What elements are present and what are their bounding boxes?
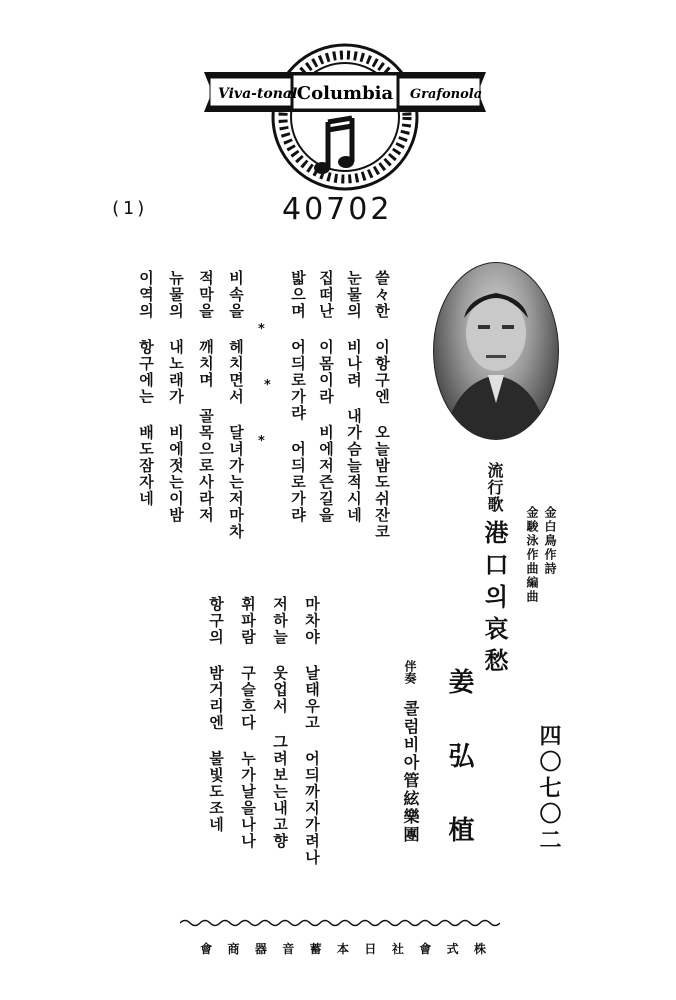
ornamental-divider	[180, 918, 500, 928]
separator-star: *	[258, 434, 265, 449]
stanza1-line3: 집떠난 이몸이라 비에저즌길을	[317, 270, 335, 524]
singer-name: 姜弘植	[444, 668, 474, 890]
stanza3-line4: 항구의 밤거리엔 불빛도조네	[207, 596, 225, 833]
columbia-logo	[200, 42, 490, 192]
lyricist-credit: 金白鳥作詩	[543, 506, 557, 576]
stanza2-line1: 비속을 헤치면서 달녀가는저마차	[227, 270, 245, 540]
stanza2-line2: 적막을 깨치며 골목으로사라저	[197, 270, 215, 524]
song-title: 港口의哀愁	[480, 520, 509, 680]
logo-right-text: Grafonola	[410, 87, 483, 102]
stanza2-line3: 뉴물의 내노래가 비에젓는이밤	[167, 270, 185, 524]
stanza3-line2: 저하늘 웃업서 그려보는내고향	[271, 596, 289, 850]
side-number: (1)	[110, 198, 149, 219]
accompaniment-label: 伴奏	[403, 660, 417, 684]
stanza1-line1: 쓸々한 이항구엔 오늘밤도쉬잔코	[373, 270, 391, 540]
separator-star: *	[258, 322, 265, 337]
stanza3-line3: 휘파람 구슬흐다 누가날을나나	[239, 596, 257, 850]
composer-credit: 金駿泳作曲編曲	[525, 506, 539, 604]
publisher-text: 株 式 會 社 日 本 蓄 音 器 商 會	[200, 942, 490, 956]
accompaniment-credit: 콜럼비아管絃樂團	[401, 700, 420, 844]
stanza3-line1: 마차야 날태우고 어듸까지가려나	[303, 596, 321, 866]
separator-star: *	[264, 378, 271, 393]
logo-left-text: Viva-tonal	[218, 86, 298, 102]
stanza1-line4: 밟으며 어듸로가랴 어듸로가랴	[289, 270, 307, 524]
publisher-line	[200, 940, 490, 957]
catalog-number: 40702	[282, 192, 393, 227]
stanza1-line2: 눈물의 비나려 내가슴늘적시네	[345, 270, 363, 524]
catalog-number-kanji: 四〇七〇二	[536, 724, 562, 854]
genre-label: 流行歌	[485, 462, 504, 513]
singer-portrait	[433, 262, 559, 440]
logo-center-text: Columbia	[296, 83, 394, 104]
stanza2-line4: 이역의 항구에는 배도잠자네	[137, 270, 155, 507]
